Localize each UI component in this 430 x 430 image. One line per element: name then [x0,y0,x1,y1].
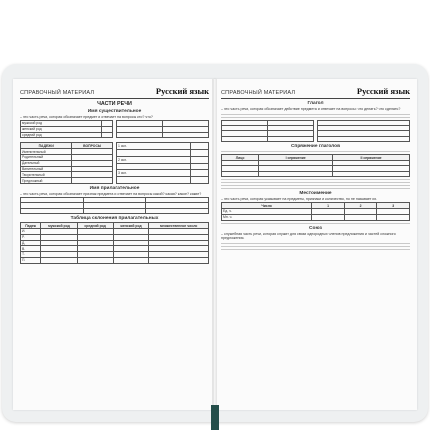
conj-title: Спряжение глаголов [290,144,341,150]
pron-head: 1 [312,203,345,209]
gender-label: средний род [21,132,102,138]
verb-forms-table [317,120,410,143]
bookmark-ribbon[interactable] [211,405,219,430]
decl-label: 3 скл. [117,170,191,177]
col-head: женский род [113,223,149,229]
header-small: СПРАВОЧНЫЙ МАТЕРИАЛ [20,90,95,96]
pron-head: Число [222,203,312,209]
row-case: П. [21,257,41,263]
conj-notes [221,179,410,189]
adj-decl-table [20,222,209,263]
verb-text: – это часть речи, которая обозначает действие предмета и отвечает на вопросы: что делать? что сделать? [221,107,401,111]
col-head: множественное число [149,223,209,229]
case-name: Родительный [21,155,72,161]
number-table [116,120,209,138]
case-row [20,142,209,183]
declension-table [116,142,209,183]
case-name: Винительный [21,166,72,172]
row-case: И. [21,228,41,234]
row-case: Д. [21,240,41,246]
row-case: Т. [21,252,41,258]
adj-text: – это часть речи, которая обозначает признак предмета и отвечает на вопросы какой? какая? какое? какие? [20,191,202,196]
sw-text: – служебная часть речи, которая служит для связи однородных членов предложения и частей сложного предложения. [221,231,396,241]
verb-text-lines [221,114,410,118]
gender-row [20,120,209,138]
row-case: Р. [21,234,41,240]
gender-table [20,120,113,138]
noun-title: Имя существительное [87,109,142,114]
pron-head: 3 [377,203,410,209]
case-name: Предложный [21,178,72,184]
conj-text-lines [221,151,410,152]
pron-row: Мн. ч. [222,214,312,220]
conj-head: I спряжение [259,155,333,161]
case-head: ПАДЕЖИ [21,143,72,149]
page-header [221,86,410,99]
row-case: В. [21,246,41,252]
header-subject: Русский язык [155,86,209,96]
col-head: мужской род [41,223,77,229]
decl-label: 1 скл. [117,143,191,150]
pron-head: 2 [344,203,377,209]
pron-title: Местоимение [299,191,332,197]
case-name: Дательный [21,160,72,166]
adj-title: Имя прилагательное [89,185,140,191]
pron-row: Ед. ч. [222,208,312,214]
verb-title: Глагол [307,101,324,106]
header-small: СПРАВОЧНЫЙ МАТЕРИАЛ [221,90,296,96]
pron-table [221,202,410,220]
sw-notes [221,243,410,250]
gender-label: мужской род [21,121,102,127]
case-head-questions: ВОПРОСЫ [72,143,113,149]
pron-text: – это часть речи, которая указывает на предметы, признаки и количество, но не называет их. [221,197,378,202]
tense-row [221,120,410,143]
conj-head: II спряжение [333,155,410,161]
conj-head: Лицо [222,155,259,161]
header-subject: Русский язык [356,86,410,96]
conj-table [221,154,410,177]
tense-table [221,120,314,143]
col-head: Падеж [21,223,41,229]
right-page [214,79,417,410]
notebook-spine [212,79,217,410]
col-head: средний род [77,223,113,229]
gender-label: женский род [21,126,102,132]
adj-gender-table [20,197,209,214]
adj-table-title: Таблица склонения прилагательных [70,216,159,222]
pron-notes [221,223,410,224]
section-title: ЧАСТИ РЕЧИ [97,101,132,107]
case-name: Именительный [21,149,72,155]
case-name: Творительный [21,172,72,178]
decl-label: 2 скл. [117,156,191,163]
noun-text: – это часть речи, которая обозначает предмет и отвечает на вопросы кто? что? [20,115,153,119]
left-page [13,79,216,410]
page-header [20,86,209,99]
case-table [20,142,113,183]
sw-title: Союз [309,225,322,231]
